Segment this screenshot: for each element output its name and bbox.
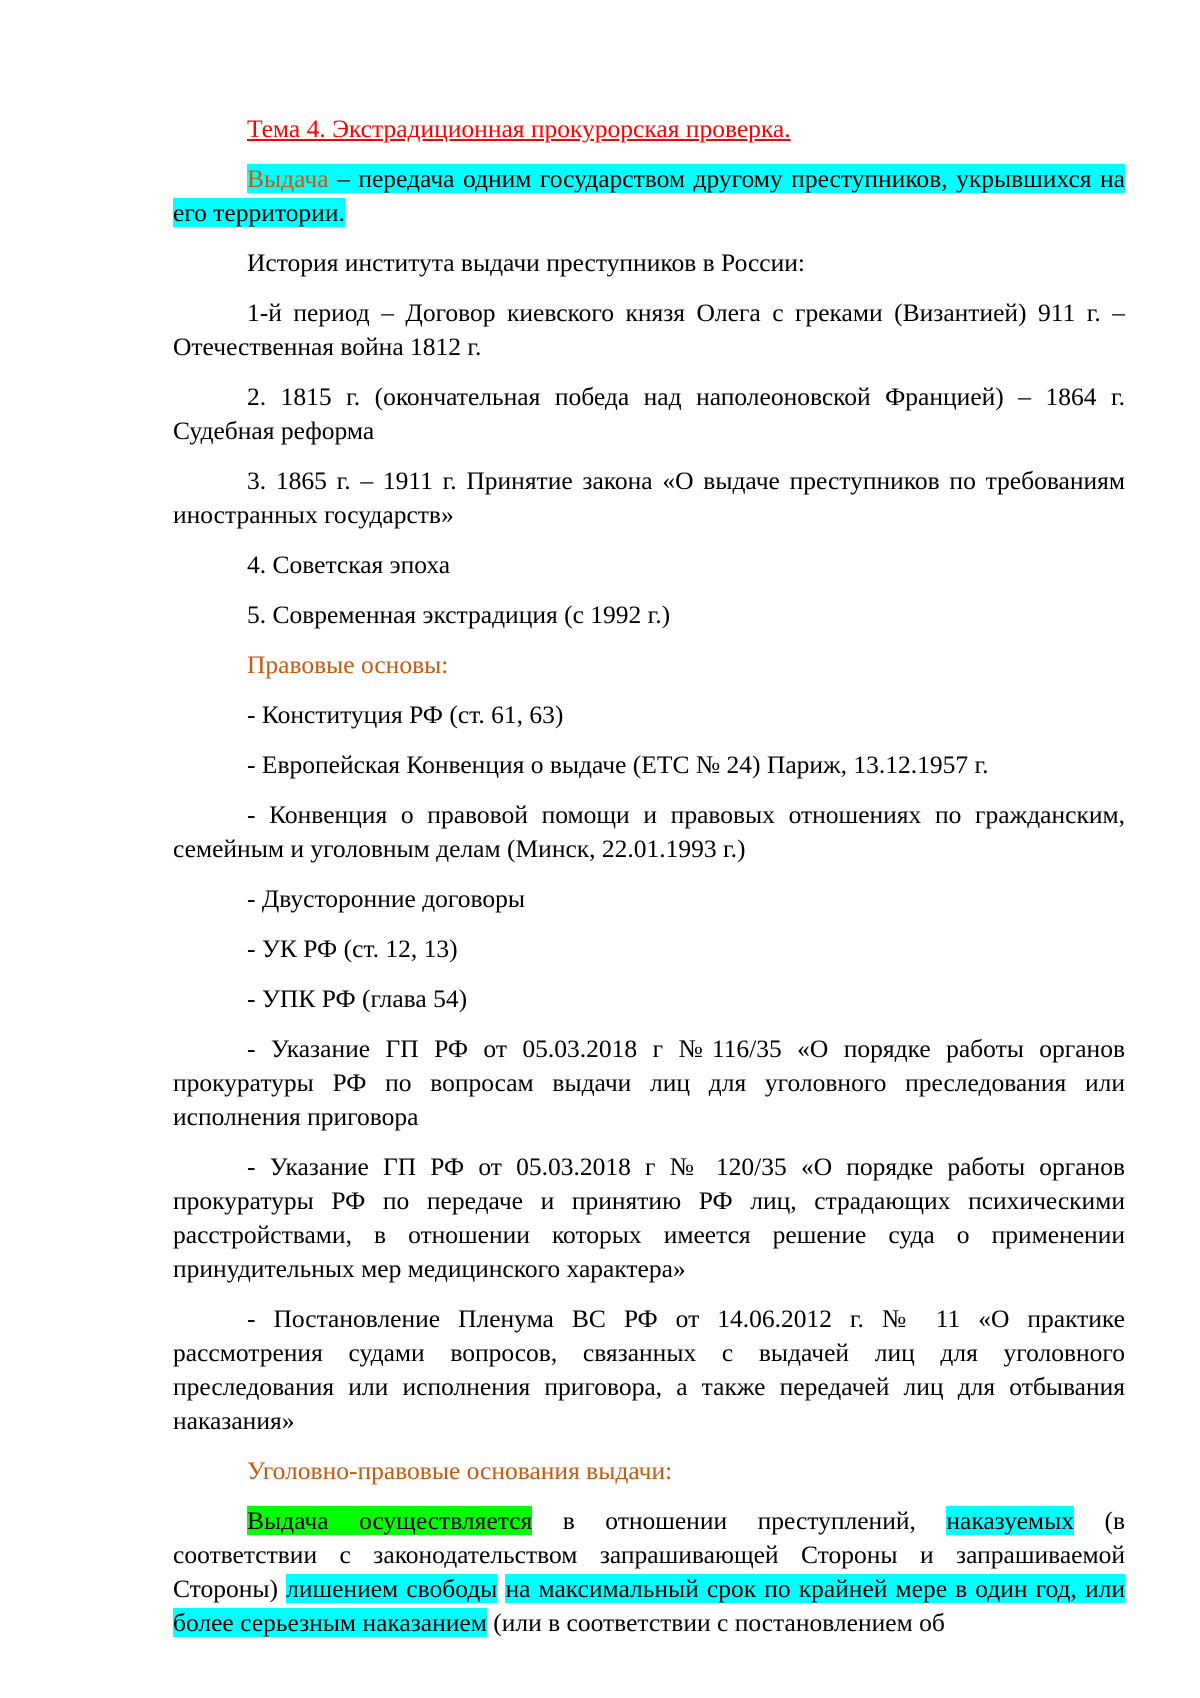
legal-basis-item-4: - Двусторонние договоры <box>247 884 525 913</box>
extradition-performed-highlight: Выдача осуществляется <box>247 1506 533 1535</box>
document-body <box>173 112 1125 1656</box>
criminal-grounds-heading-text: Уголовно-правовые основания выдачи: <box>247 1456 673 1485</box>
imprisonment-highlight: лишением свободы <box>286 1574 498 1603</box>
history-period-3: 3. 1865 г. – 1911 г. Принятие закона «О выдаче преступников по требованиям иностранных государств» <box>173 466 1125 529</box>
definition-paragraph <box>173 162 1125 230</box>
history-heading: История института выдачи преступников в России: <box>247 248 805 277</box>
term-highlight: на максимальный срок по крайней мере в один год, или более серьезным наказанием <box>173 1574 1125 1637</box>
grounds-text-1: в отношении преступлений, <box>532 1506 947 1535</box>
definition-term: Выдача <box>247 164 329 193</box>
legal-basis-item-1: - Конституция РФ (ст. 61, 63) <box>247 700 564 729</box>
history-period-5: 5. Современная экстрадиция (с 1992 г.) <box>247 600 671 629</box>
legal-basis-item-6: - УПК РФ (глава 54) <box>247 984 468 1013</box>
legal-basis-item-3: - Конвенция о правовой помощи и правовых отношениях по гражданским, семейным и уголовным делам (Минск, 22.01.1993 г.) <box>173 800 1125 863</box>
definition-highlight <box>173 164 1125 227</box>
topic-title <box>173 112 1125 146</box>
legal-basis-heading-text: Правовые основы: <box>247 650 449 679</box>
definition-text: – передача одним государством другому преступников, укрывшихся на его территории. <box>173 164 1125 227</box>
legal-basis-item-2: - Европейская Конвенция о выдаче (ETC № 24) Париж, 13.12.1957 г. <box>247 750 989 779</box>
grounds-text-3: (или в соответствии с постановлением об <box>486 1608 945 1637</box>
legal-basis-item-5: - УК РФ (ст. 12, 13) <box>247 934 458 963</box>
history-period-1: 1-й период – Договор киевского князя Олега с греками (Византией) 911 г. – Отечественная война 1812 г. <box>173 298 1125 361</box>
title-text: Тема 4. Экстрадиционная прокурорская проверка. <box>247 114 791 143</box>
grounds-text-2: (в соответствии с законодательством запрашивающей Стороны и запрашиваемой Стороны) <box>173 1506 1125 1603</box>
legal-basis-item-8: - Указание ГП РФ от 05.03.2018 г № 120/35 «О порядке работы органов прокуратуры РФ по передаче и принятию РФ лиц, страдающих психическими расстройствами, в отношении которых имеется решение суда о применении принудительных мер медицинского характера» <box>173 1152 1125 1283</box>
history-period-4: 4. Советская эпоха <box>247 550 451 579</box>
legal-basis-item-7: - Указание ГП РФ от 05.03.2018 г №116/35 «О порядке работы органов прокуратуры РФ по вопросам выдачи лиц для уголовного преследования или исполнения приговора <box>173 1034 1125 1131</box>
history-period-2: 2. 1815 г. (окончательная победа над наполеоновской Францией) – 1864 г. Судебная реформа <box>173 382 1125 445</box>
legal-basis-item-9: - Постановление Пленума ВС РФ от 14.06.2012 г. № 11 «О практике рассмотрения судами вопросов, связанных с выдачей лиц для уголовного преследования или исполнения приговора, а также передачей лиц для отбывания наказания» <box>173 1304 1125 1435</box>
punishable-highlight: наказуемых <box>946 1506 1074 1535</box>
criminal-grounds-paragraph <box>173 1504 1125 1640</box>
legal-basis-heading <box>173 648 1125 682</box>
criminal-grounds-heading <box>173 1454 1125 1488</box>
